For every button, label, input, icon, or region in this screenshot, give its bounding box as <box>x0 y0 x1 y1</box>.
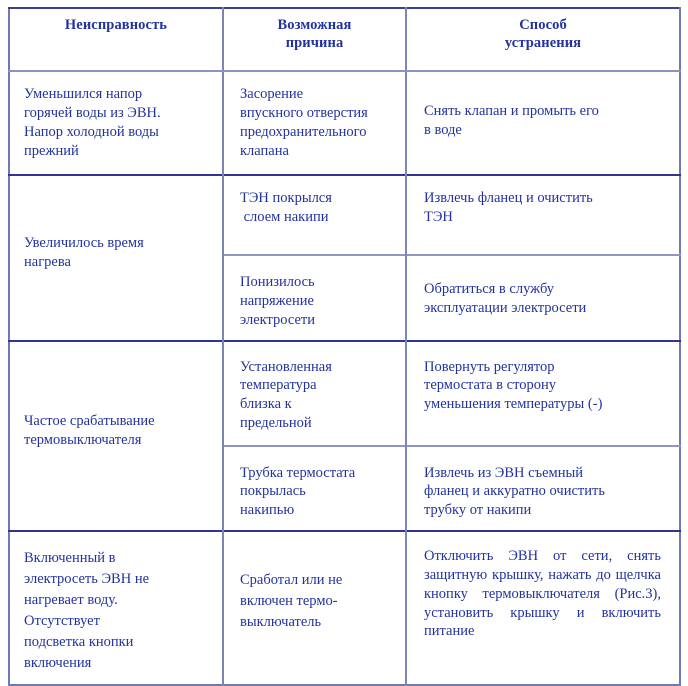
remedy-text-2-1 <box>424 189 669 227</box>
table-row <box>9 531 680 685</box>
remedy-3-1-line-3: уменьшения температуры (-) <box>424 396 603 413</box>
cause-1-1-line-2: впускного отверстия <box>240 104 368 121</box>
cause-2-1-line-1: ТЭН покрылся <box>240 190 332 206</box>
remedy-2-2-line-1: Обратиться в службу <box>424 281 555 297</box>
cell-remedy-3-1 <box>406 341 680 446</box>
cell-fault-1 <box>9 71 223 175</box>
remedy-2-1-line-1: Извлечь фланец и очистить <box>424 190 593 206</box>
cause-3-1-line-4: предельной <box>240 415 312 432</box>
cell-fault-2 <box>9 175 223 341</box>
fault-4-line-4: Отсутствует <box>24 613 100 630</box>
cause-3-2-line-2: покрылась <box>240 483 306 500</box>
cause-3-1-line-2: температура <box>240 377 317 394</box>
remedy-text-3-1 <box>424 358 669 415</box>
cause-1-1-line-4: клапана <box>240 142 289 159</box>
fault-troubleshooting-table <box>8 7 681 686</box>
fault-text-2 <box>24 234 212 272</box>
table-row <box>9 71 680 175</box>
cause-1-1-line-1: Засорение <box>240 86 304 102</box>
column-header-remedy-line-1: Способ <box>519 17 567 33</box>
cause-3-1-line-1: Установленная <box>240 358 332 375</box>
cell-remedy-2-2 <box>406 255 680 341</box>
remedy-3-2-line-3: трубку от накипи <box>424 502 532 519</box>
fault-3-line-1: Частое срабатывание <box>24 412 155 429</box>
remedy-3-1-line-2: термостата в сторону <box>424 377 556 394</box>
cell-cause-3-2 <box>223 446 406 532</box>
column-header-fault <box>9 8 223 71</box>
cell-remedy-2-1 <box>406 175 680 255</box>
cause-text-3-2 <box>240 464 395 521</box>
remedy-3-2-line-2: фланец и аккуратно очистить <box>424 483 605 500</box>
cause-3-2-line-1: Трубка термостата <box>240 464 356 481</box>
fault-2-line-2: нагрева <box>24 253 71 270</box>
remedy-3-1-line-1: Повернуть регулятор <box>424 358 555 375</box>
column-header-fault-line-1: Неисправность <box>64 17 168 33</box>
fault-4-line-3: нагревает воду. <box>24 592 118 609</box>
remedy-text-1-1 <box>424 102 669 140</box>
remedy-1-1-line-1: Снять клапан и промыть его <box>424 103 599 119</box>
cause-text-2-1 <box>240 189 395 227</box>
cause-3-1-line-3: близка к <box>240 396 292 413</box>
cause-1-1-line-3: предохранительного <box>240 123 367 140</box>
fault-2-line-1: Увеличилось время <box>24 234 144 251</box>
cause-3-2-line-3: накипью <box>240 502 295 519</box>
table-row <box>9 175 680 255</box>
table-body <box>9 71 680 685</box>
fault-4-line-5: подсветка кнопки <box>24 634 134 651</box>
remedy-3-2-line-1: Извлечь из ЭВН съемный <box>424 464 583 481</box>
cause-2-2-line-3: электросети <box>240 311 316 328</box>
cell-cause-3-1 <box>223 341 406 446</box>
cause-4-1-line-3: выключатель <box>240 614 322 631</box>
cell-fault-4 <box>9 531 223 685</box>
remedy-text-4-1: Отключить ЭВН от сети, снять защитную крышку, нажать до щелчка кнопку термовыключателя (Рис.3), установить крышку и включить питание <box>424 548 661 640</box>
cell-remedy-1-1 <box>406 71 680 175</box>
cause-4-1-line-1: Сработал или не <box>240 572 343 589</box>
column-header-remedy <box>406 8 680 71</box>
cause-text-2-2 <box>240 273 395 330</box>
fault-text-3 <box>24 412 212 450</box>
cell-remedy-4-1 <box>406 531 680 685</box>
cell-cause-2-1 <box>223 175 406 255</box>
fault-text-1 <box>24 85 212 160</box>
cell-cause-4-1 <box>223 531 406 685</box>
fault-1-line-1: Уменьшился напор <box>24 86 143 102</box>
fault-3-line-2: термовыключателя <box>24 431 142 448</box>
fault-4-line-6: включения <box>24 655 92 672</box>
fault-4-line-1: Включенный в <box>24 550 116 567</box>
cell-fault-3 <box>9 341 223 532</box>
remedy-2-2-line-2: эксплуатации электросети <box>424 299 587 316</box>
fault-text-4 <box>24 548 212 674</box>
column-header-remedy-line-2: устранения <box>504 35 582 52</box>
cell-cause-2-2 <box>223 255 406 341</box>
remedy-1-1-line-2: в воде <box>424 121 462 138</box>
remedy-2-1-line-2: ТЭН <box>424 208 453 225</box>
cause-text-4-1 <box>240 570 395 633</box>
fault-4-line-2: электросеть ЭВН не <box>24 571 150 588</box>
remedy-text-3-2 <box>424 464 669 521</box>
cell-cause-1-1 <box>223 71 406 175</box>
column-header-cause-line-1: Возможная <box>277 17 352 33</box>
column-header-cause <box>223 8 406 71</box>
fault-1-line-2: горячей воды из ЭВН. <box>24 104 161 121</box>
table-row <box>9 341 680 446</box>
cause-2-1-line-2: слоем накипи <box>240 208 329 225</box>
cause-text-1-1 <box>240 85 395 160</box>
remedy-text-2-2 <box>424 280 669 318</box>
fault-1-line-4: прежний <box>24 142 79 159</box>
table-header-row <box>9 8 680 71</box>
cell-remedy-3-2 <box>406 446 680 532</box>
table-header <box>9 8 680 71</box>
cause-4-1-line-2: включен термо- <box>240 593 338 610</box>
fault-1-line-3: Напор холодной воды <box>24 123 159 140</box>
cause-2-2-line-2: напряжение <box>240 292 314 309</box>
cause-2-2-line-1: Понизилось <box>240 274 315 290</box>
cause-text-3-1 <box>240 358 395 433</box>
column-header-cause-line-2: причина <box>285 35 344 52</box>
